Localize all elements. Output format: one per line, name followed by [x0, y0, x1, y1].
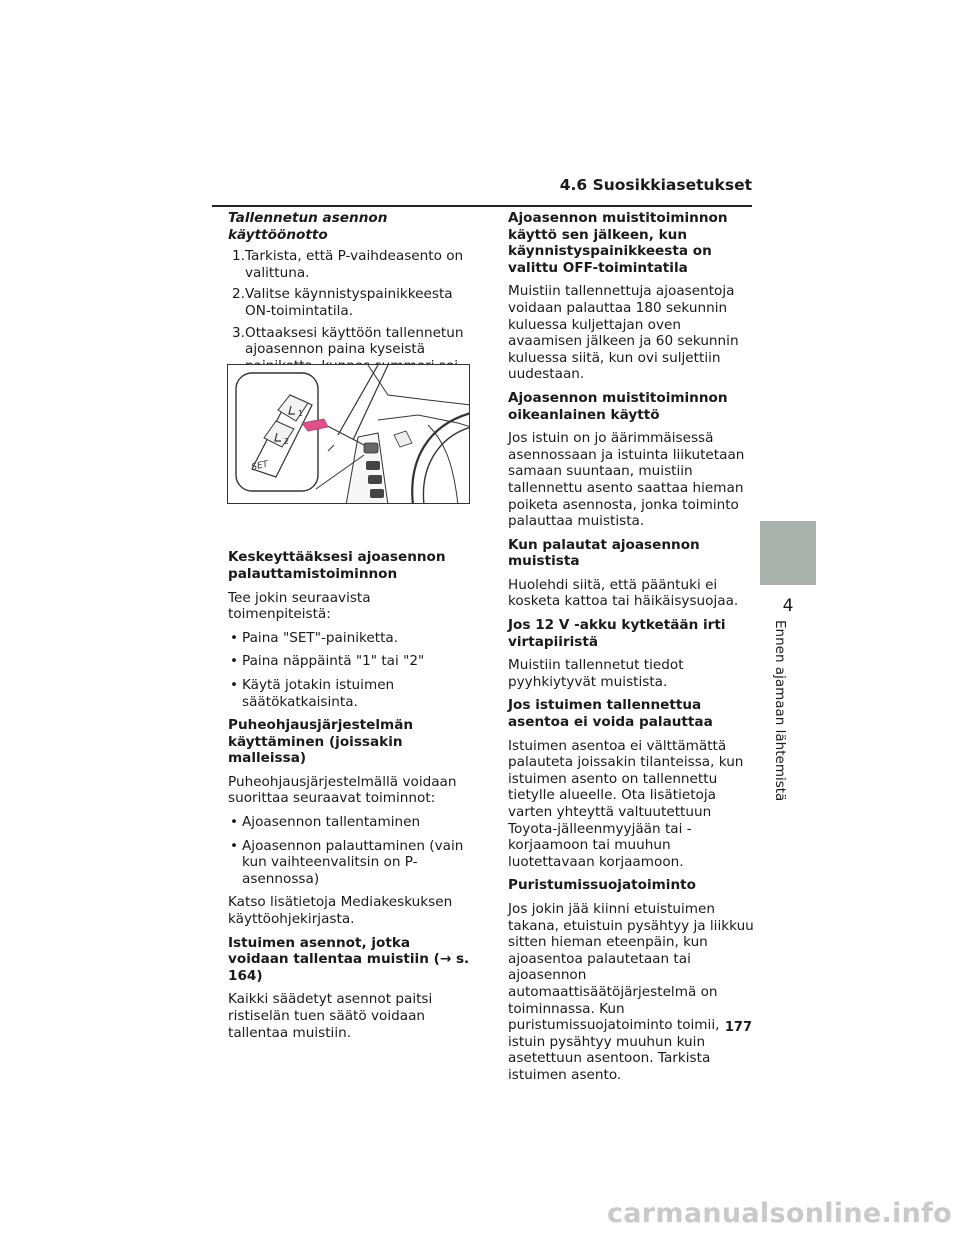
- recall-steps: [228, 248, 474, 374]
- step-number: 3.: [232, 324, 245, 341]
- right-column: [508, 210, 754, 1091]
- voice-intro: Puheohjausjärjestelmällä voidaan suorittaa seuraavat toiminnot:: [228, 773, 457, 807]
- step-number: 1.: [232, 248, 245, 265]
- list-item-text: Paina näppäintä "1" tai "2": [242, 653, 425, 670]
- list-item: [228, 653, 474, 670]
- off-mode-heading: Ajoasennon muistitoiminnon käyttö sen jälkeen, kun käynnistyspainikkeesta on valittu OFF-toimintatila: [508, 210, 728, 276]
- jam-protection-text: Jos jokin jää kiinni etuistuimen takana, etuistuin pysähtyy ja liikkuu sitten hieman eteenpäin, kun ajoasentoa palautetaan tai ajoasennon automaattisäätöjärjestelmä on toiminnassa. Kun puristumissuojatoiminto toimii, istuin pysähtyy muuhun kuin asetettuun asentoon. Tarkista istuimen asento.: [508, 900, 754, 1083]
- memory-positions-text: Kaikki säädetyt asennot paitsi ristiselän tuen säätö voidaan tallentaa muistiin.: [228, 991, 433, 1041]
- battery-text: Muistiin tallennetut tiedot pyyhkiytyvät muistista.: [508, 657, 684, 690]
- list-item: [228, 814, 474, 831]
- page-number: 177: [724, 1020, 752, 1035]
- list-item-text: Paina "SET"-painiketta.: [242, 629, 399, 646]
- bullet-dot: •: [230, 653, 239, 670]
- step-text: Ottaaksesi käyttöön tallennetun ajoasennon paina kyseistä: [245, 324, 464, 358]
- bullet-dot: •: [230, 676, 239, 693]
- cancel-heading: Keskeyttääksesi ajoasennon palauttamistoiminnon: [228, 549, 446, 582]
- chapter-number: 4: [782, 596, 794, 616]
- list-item: [228, 630, 474, 647]
- memory-positions-heading: Istuimen asennot, jotka voidaan tallentaa muistiin (→ s. 164): [228, 934, 470, 984]
- list-item: [228, 677, 474, 710]
- watermark: carmanualsonline.info: [606, 1198, 952, 1229]
- step-item: [228, 248, 474, 281]
- step-number: 2.: [232, 286, 245, 303]
- voice-note: Katso lisätietoja Mediakeskuksen käyttöohjekirjasta.: [228, 894, 453, 928]
- cannot-recall-text: Istuimen asentoa ei välttämättä palauteta joissakin tilanteissa, kun istuimen asento on tallennettu tietylle alueelle. Ota lisätietoja varten yhteyttä valtuutettuun Toyota-jälleenmyyjään tai -korjaamoon tai muuhun luotettavaan korjaamoon.: [508, 737, 744, 870]
- header-rule: [212, 205, 752, 207]
- bullet-dot: •: [230, 837, 239, 854]
- recall-caution-text: Huolehdi siitä, että pääntuki ei kosketa kattoa tai häikäisysuojaa.: [508, 576, 739, 610]
- recall-caution-heading: Kun palautat ajoasennon muistista: [508, 536, 700, 570]
- figure-svg: [228, 365, 470, 504]
- cancel-list: [228, 630, 474, 710]
- voice-list: [228, 814, 474, 887]
- voice-heading: Puheohjausjärjestelmän käyttäminen (joissakin malleissa): [228, 717, 414, 767]
- left-column: [228, 210, 474, 1048]
- step-item: [228, 286, 474, 319]
- correct-use-heading: Ajoasennon muistitoiminnon oikeanlainen käyttö: [508, 389, 728, 423]
- jam-protection-heading: Puristumissuojatoiminto: [508, 877, 696, 894]
- list-item-text: Käytä jotakin istuimen säätökatkaisinta.: [242, 676, 395, 710]
- figure-label-2: 2: [284, 437, 290, 446]
- list-item-text: Ajoasennon tallentaminen: [242, 814, 421, 831]
- off-mode-text: Muistiin tallennettuja ajoasentoja voidaan palauttaa 180 sekunnin kuluessa kuljettajan oven avaamisen jälkeen ja 60 sekunnin kuluessa siitä, kun ovi suljettiin uudestaan.: [508, 283, 739, 383]
- section-header: 4.6 Suosikkiasetukset: [559, 176, 752, 194]
- cannot-recall-heading: Jos istuimen tallennettua asentoa ei voida palauttaa: [508, 697, 713, 731]
- bullet-dot: •: [230, 629, 239, 646]
- cancel-intro: Tee jokin seuraavista toimenpiteistä:: [228, 589, 371, 623]
- step-text: Valitse käynnistyspainikkeesta ON-toimintatila.: [245, 286, 453, 319]
- recall-heading: Tallennetun asennon käyttöönotto: [228, 210, 388, 243]
- list-item-text: Ajoasennon palauttaminen (vain kun vaihteenvalitsin on P-asennossa): [242, 837, 464, 887]
- bullet-dot: •: [230, 814, 239, 831]
- chapter-tab: [760, 521, 816, 585]
- battery-heading: Jos 12 V -akku kytketään irti virtapiiristä: [508, 617, 726, 650]
- figure-label-set: SET: [250, 459, 270, 473]
- correct-use-text: Jos istuin on jo äärimmäisessä asennossaan ja istuinta liikutetaan samaan suuntaan, muistiin tallennettu asento saattaa hieman poiketa asennosta, jonka toiminto palauttaa muistista.: [508, 430, 745, 530]
- memory-switch-illustration: [227, 364, 470, 504]
- list-item: [228, 838, 474, 888]
- chapter-title: Ennen ajamaan lähtemistä: [772, 620, 788, 802]
- figure-label-1: 1: [298, 409, 304, 418]
- step-text: Tarkista, että P-vaihdeasento on valittuna.: [245, 248, 464, 281]
